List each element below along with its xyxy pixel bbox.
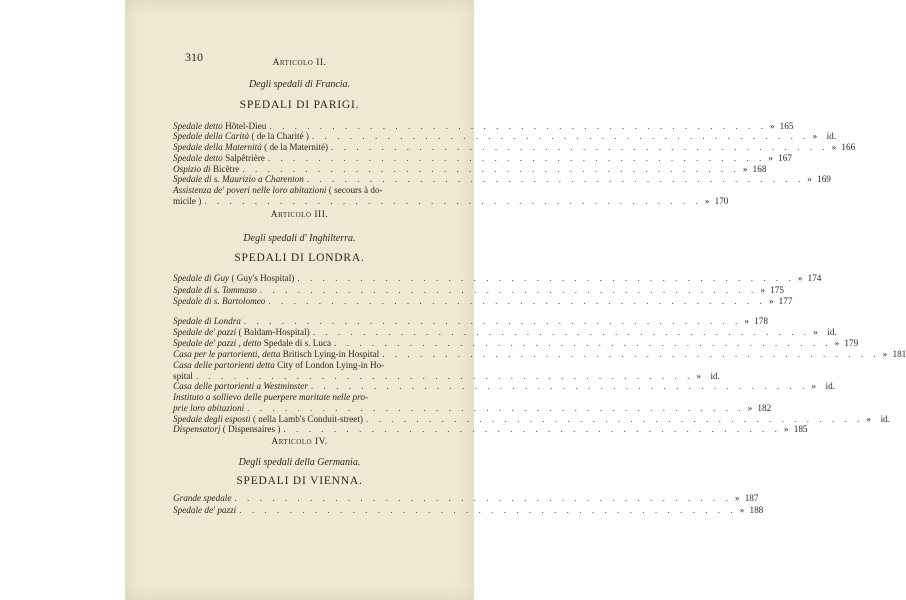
entry-title-italic: Grande spedale (173, 493, 232, 503)
entry-title-roman: ( Dispensaires ) (220, 424, 281, 434)
leader-dots: . . . . . . . . . . . . . . . . . . . . . . . . . . . . . . . . . . . . . . . . (365, 414, 864, 424)
entry-page: 168 (752, 164, 767, 174)
city-heading: SPEDALI DI VIENNA. (236, 475, 363, 487)
entry-page: 182 (757, 403, 772, 413)
leader-dots: . . . . . . . . . . . . . . . . . . . . . . . . . . . . . . . . . . . . . . . . (268, 296, 766, 306)
ditto-mark: » (734, 493, 740, 503)
ditto-mark: » (696, 371, 701, 381)
entry-title (173, 504, 236, 516)
entry-title-italic: Spedale de' pazzi (173, 327, 237, 337)
entry-page: 185 (793, 424, 808, 434)
leader-dots: . . . . . . . . . . . . . . . . . . . . . . . . . . . . . . . . . . . . . . . . (239, 505, 737, 515)
ditto-mark: » (739, 505, 745, 515)
entry-page: 175 (770, 285, 784, 295)
entry-title-italic: Spedale detto (173, 153, 223, 163)
articolo-heading: Articolo IV. (271, 437, 328, 447)
entry-title-italic: Casa per le partorienti, detta (173, 349, 281, 359)
entry-title-italic: Spedale di Londra (173, 316, 241, 326)
entry-title-roman: Spedale di s. Luca (261, 338, 332, 348)
entry-title-roman: Salpêtrière (222, 153, 265, 163)
entry-title-italic: Spedale di s. Maurizio a Charenton (173, 174, 304, 184)
entry-title (173, 423, 280, 435)
leader-dots: . . . . . . . . . . . . . . . . . . . . . . . . . . . . . . . . . . . . . . . . (334, 338, 832, 348)
toc-entry (173, 504, 764, 516)
leader-dots: . . . . . . . . . . . . . . . . . . . . . . . . . . . . . . . . . . . . . . . . (306, 174, 805, 184)
entry-title-italic: prie loro abitazioni (173, 403, 245, 413)
ditto-mark: » (882, 349, 888, 359)
entry-title (173, 295, 265, 307)
entry-page: 167 (778, 153, 792, 163)
ditto-mark: » (742, 164, 748, 174)
entry-page: 174 (807, 273, 822, 283)
ditto-mark: » (813, 327, 818, 337)
leader-dots: . . . . . . . . . . . . . . . . . . . . . . . . . . . . . . . . . . . . . . . . (242, 164, 740, 174)
entry-title-italic: Casa delle partorienti a Westminster (173, 381, 308, 391)
entry-title-italic: Spedale di s. Tommaso (173, 285, 257, 295)
leader-dots: . . . . . . . . . . . . . . . . . . . . . . . . . . . . . . . . . . . . . . . . (297, 273, 795, 283)
leader-dots: . . . . . . . . . . . . . . . . . . . . . . . . . . . . . . . . . . . . . . . . (283, 424, 781, 434)
ditto-mark: » (768, 153, 773, 163)
entry-title-roman: Britisch Lying-in Hospital (280, 349, 380, 359)
entry-title-roman: ( de la Maternité) (261, 142, 329, 152)
entry-title-italic: Spedale de' pazzi , detto (173, 338, 262, 348)
entry-title-italic: Dispensatorj (173, 424, 221, 434)
leader-dots: . . . . . . . . . . . . . . . . . . . . . . . . . . . . . . . . . . . . . . . . (247, 403, 745, 413)
ditto-mark: » (807, 174, 812, 184)
city-heading: SPEDALI DI PARIGI. (239, 99, 360, 111)
leader-dots: . . . . . . . . . . . . . . . . . . . . . . . . . . . . . . . . . . . . . . . . (195, 371, 694, 381)
entry-page: 165 (779, 121, 794, 131)
entry-page: id. (827, 327, 837, 337)
articolo-heading: Articolo II. (272, 58, 327, 68)
entry-title-roman: ( de la Charité ) (249, 131, 309, 141)
ditto-mark: » (866, 414, 872, 424)
ditto-mark: » (834, 338, 840, 348)
entry-title-roman: ( secours à do- (326, 185, 383, 195)
entry-title-italic: Assistenza de' poveri nelle loro abitazioni (173, 185, 327, 195)
entry-page: 178 (754, 316, 768, 326)
ditto-mark: » (797, 273, 803, 283)
entry-page: 187 (744, 493, 759, 503)
toc-entry (173, 195, 729, 207)
toc-entry (173, 295, 793, 307)
ditto-mark: » (831, 142, 837, 152)
entry-page: 170 (714, 196, 729, 206)
entry-title-italic: Spedale di s. Bartolomeo (173, 296, 266, 306)
entry-page: 179 (844, 338, 859, 348)
section-subtitle: Degli spedali d' Inghilterra. (243, 233, 356, 244)
entry-title-roman: Hôtel-Dieu (222, 121, 267, 131)
entry-title-roman: Bicêtre (210, 164, 240, 174)
leader-dots: . . . . . . . . . . . . . . . . . . . . . . . . . . . . . . . . . . . . . . . . (259, 285, 758, 295)
ditto-mark: » (783, 424, 789, 434)
entry-title-italic: Casa delle partorienti detta (173, 360, 275, 370)
entry-title-roman: spital (173, 371, 193, 381)
leader-dots: . . . . . . . . . . . . . . . . . . . . . . . . . . . . . . . . . . . . . . . . (312, 327, 811, 337)
entry-page: 177 (778, 296, 793, 306)
entry-page: 188 (749, 505, 764, 515)
entry-title-italic: Ospizio di (173, 164, 211, 174)
leader-dots: . . . . . . . . . . . . . . . . . . . . . . . . . . . . . . . . . . . . . . . . (312, 131, 810, 141)
entry-page: 181 (892, 349, 906, 359)
section-subtitle: Degli spedali di Francia. (248, 79, 351, 90)
leader-dots: . . . . . . . . . . . . . . . . . . . . . . . . . . . . . . . . . . . . . . . . (204, 196, 702, 206)
section-subtitle: Degli spedali della Germania. (238, 457, 361, 468)
entry-title-roman: ( Guy's Hospital) (229, 273, 295, 283)
entry-title-italic: Spedale di Guy (173, 273, 230, 283)
entry-title-italic: Spedale della Carità (173, 131, 250, 141)
leader-dots: . . . . . . . . . . . . . . . . . . . . . . . . . . . . . . . . . . . . . . . . (310, 381, 809, 391)
entry-page: 166 (841, 142, 856, 152)
ditto-mark: » (768, 296, 774, 306)
entry-page: id. (880, 414, 891, 424)
entry-title-roman: ( nella Lamb's Conduit-street) (250, 414, 363, 424)
leader-dots: . . . . . . . . . . . . . . . . . . . . . . . . . . . . . . . . . . . . . . . . (382, 349, 880, 359)
leader-dots: . . . . . . . . . . . . . . . . . . . . . . . . . . . . . . . . . . . . . . . . (243, 316, 742, 326)
ditto-mark: » (769, 121, 775, 131)
entry-title (173, 272, 294, 284)
entry-title-italic: Spedale della Maternità (173, 142, 262, 152)
leader-dots: . . . . . . . . . . . . . . . . . . . . . . . . . . . . . . . . . . . . . . . . (267, 153, 766, 163)
entry-title-italic: Spedale degli esposti (173, 414, 251, 424)
leader-dots: . . . . . . . . . . . . . . . . . . . . . . . . . . . . . . . . . . . . . . . . (269, 121, 767, 131)
entry-page: id. (710, 371, 720, 381)
toc-entry (173, 272, 822, 284)
entry-title-roman: ( Baldam-Hospital) (236, 327, 310, 337)
entry-page: 169 (817, 174, 831, 184)
page-number: 310 (185, 50, 203, 64)
entry-title-italic: Instituto a sollievo delle puerpere maritate nelle pro- (173, 392, 369, 402)
ditto-mark: » (744, 316, 749, 326)
entry-page: id. (826, 131, 837, 141)
ditto-mark: » (747, 403, 753, 413)
ditto-mark: » (760, 285, 765, 295)
toc-entry (173, 492, 759, 504)
ditto-mark: » (704, 196, 710, 206)
ditto-mark: » (811, 381, 816, 391)
city-heading: SPEDALI DI LONDRA. (234, 252, 365, 264)
entry-title-roman: micile ) (173, 196, 202, 206)
articolo-heading: Articolo III. (270, 210, 329, 220)
toc-entry (173, 423, 808, 435)
ditto-mark: » (812, 131, 818, 141)
entry-title (173, 195, 201, 207)
entry-title-italic: Spedale de' pazzi (173, 505, 237, 515)
entry-title (173, 492, 231, 504)
entry-title-roman: City of London Lying-in Ho- (274, 360, 385, 370)
entry-title-italic: Spedale detto (173, 121, 223, 131)
leader-dots: . . . . . . . . . . . . . . . . . . . . . . . . . . . . . . . . . . . . . . . . (234, 493, 732, 503)
leader-dots: . . . . . . . . . . . . . . . . . . . . . . . . . . . . . . . . . . . . . . . . (331, 142, 829, 152)
entry-page: id. (825, 381, 835, 391)
